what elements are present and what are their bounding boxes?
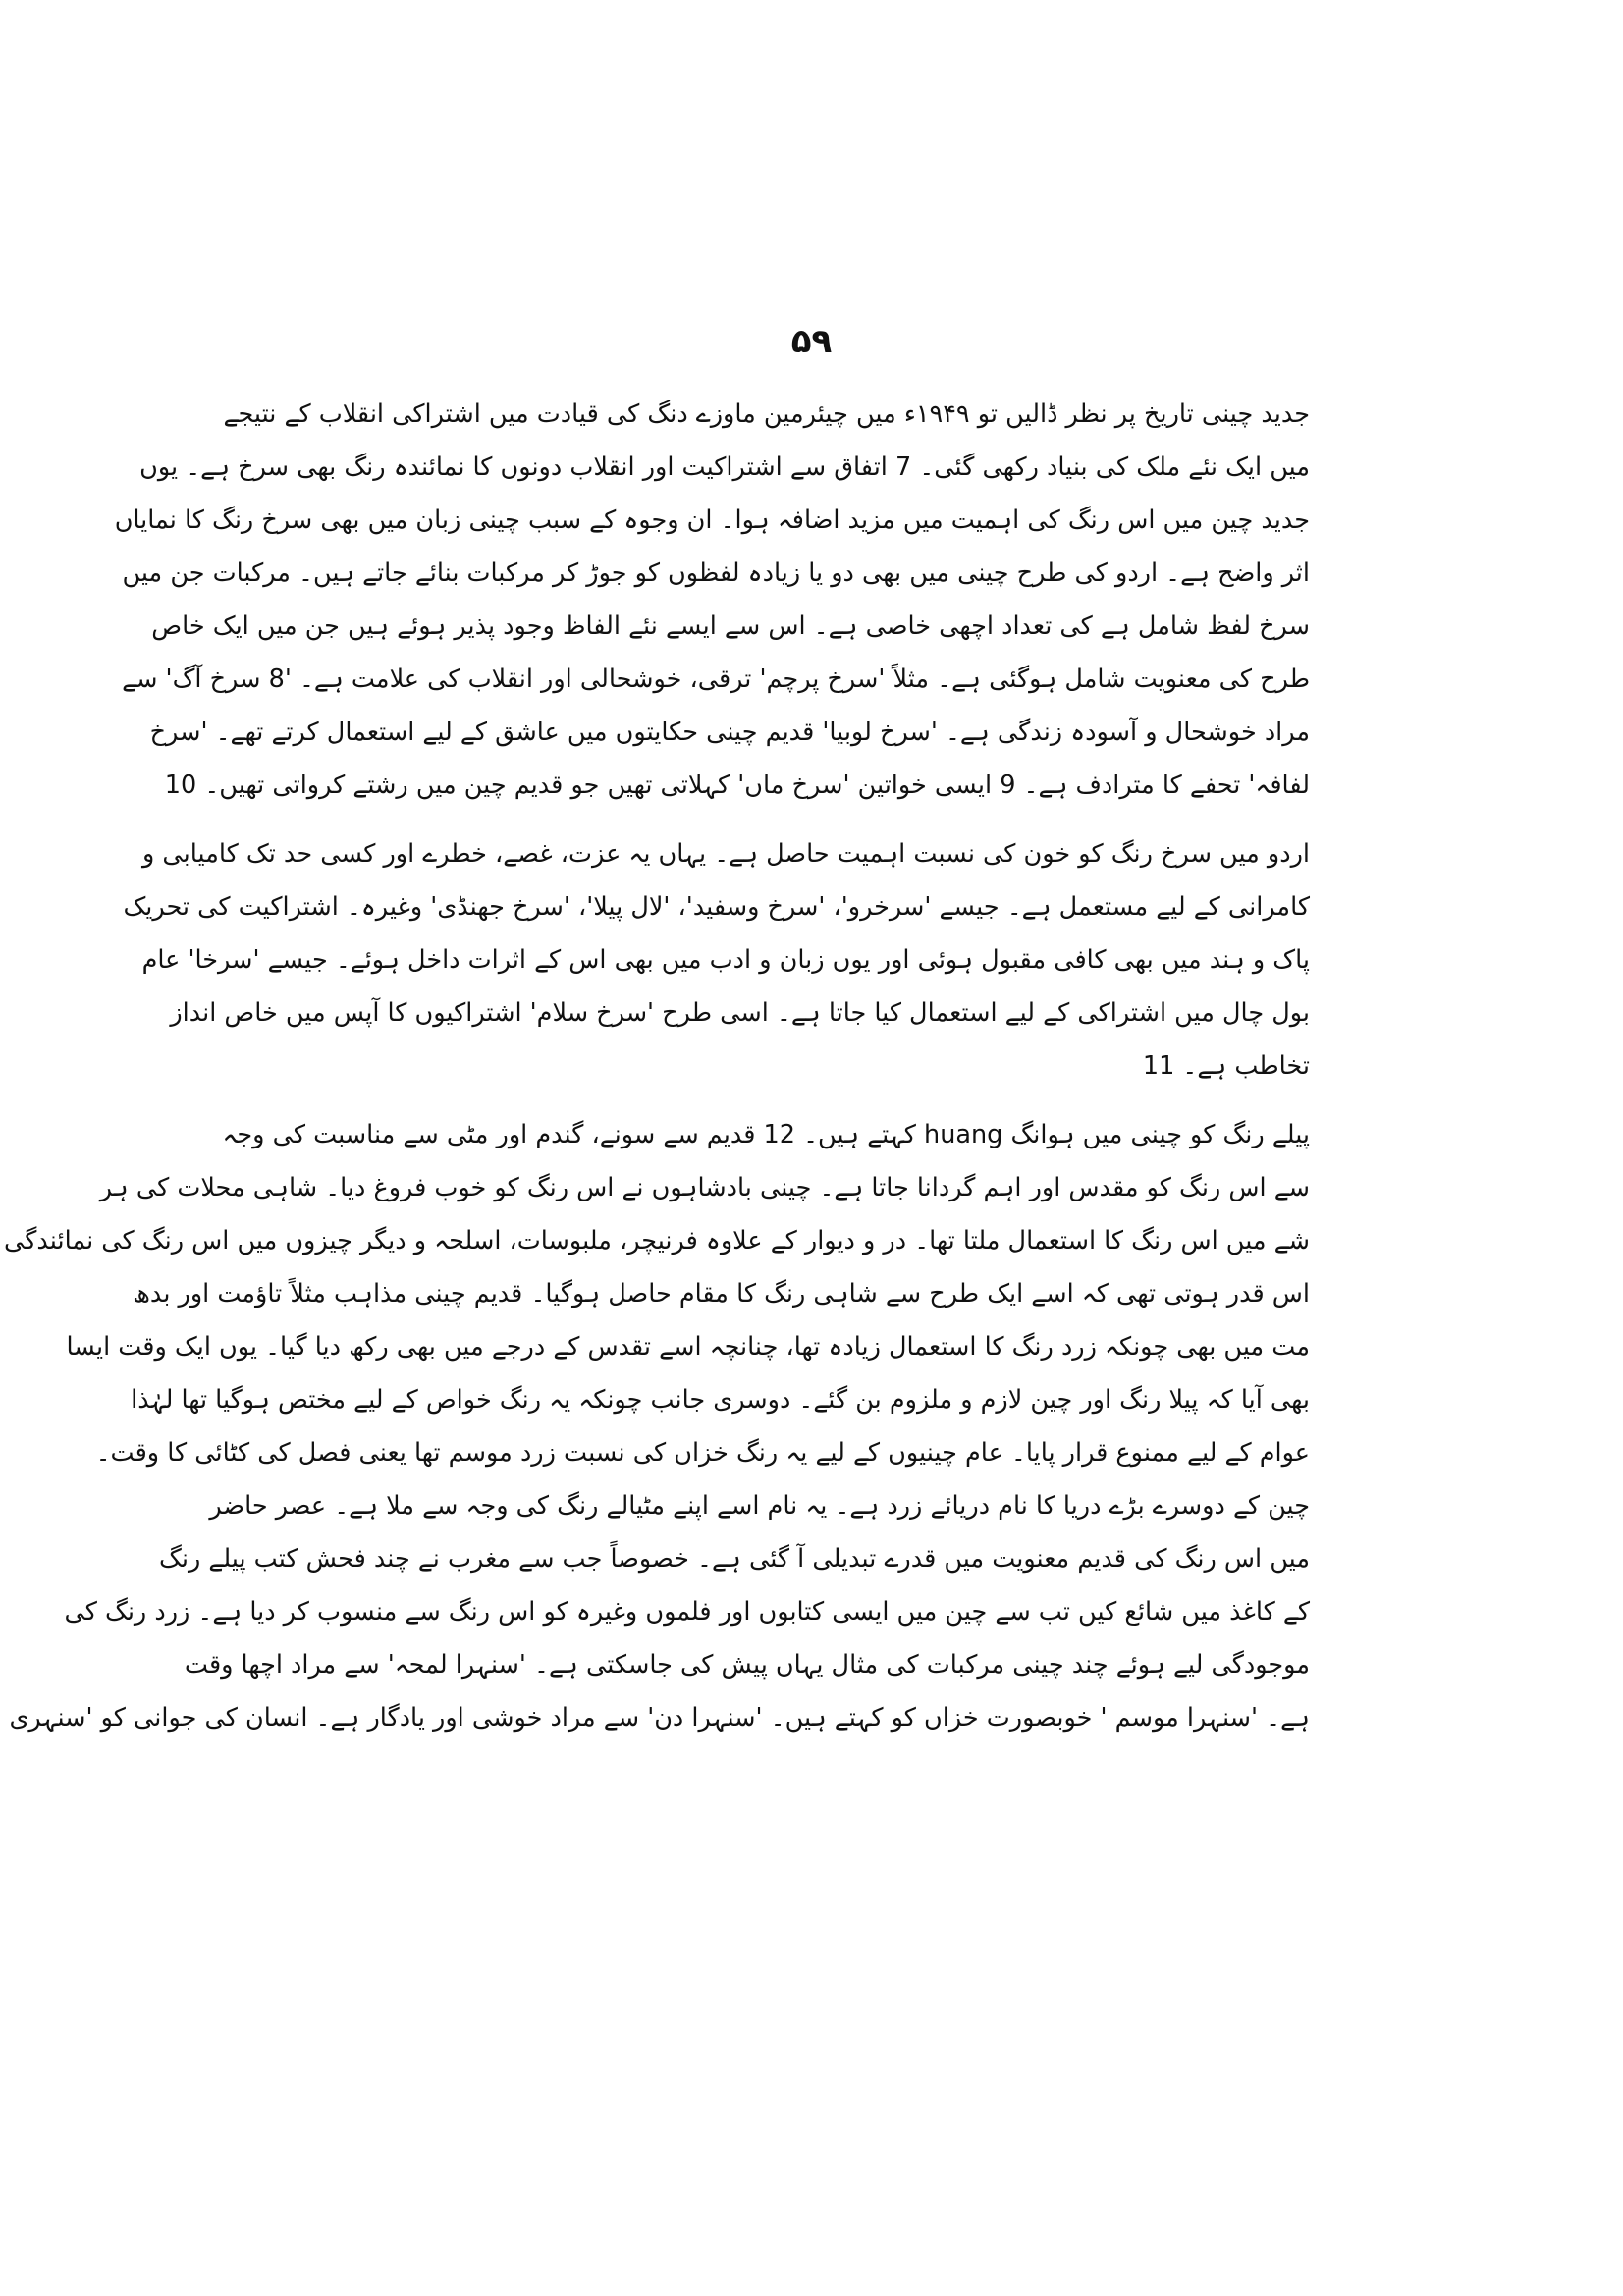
paragraph-1 bbox=[114, 388, 1310, 812]
text-line: پاک و ہند میں بھی کافی مقبول ہوئی اور یوں زبان و ادب میں بھی اس کے اثرات داخل ہوئے۔ جیسے 'سرخا' عام bbox=[141, 945, 1310, 975]
text-line: ہے۔ 'سنہرا موسم ' خوبصورت خزاں کو کہتے ہیں۔ 'سنہرا دن' سے مراد خوشی اور یادگار ہے۔ انسان کی جوانی کو 'سنہری bbox=[9, 1703, 1310, 1733]
body-text bbox=[4, 388, 1310, 1744]
paragraph-spacer bbox=[316, 1093, 1310, 1108]
text-line: طرح کی معنویت شامل ہوگئی ہے۔ مثلاً 'سرخ پرچم' ترقی، خوشحالی اور انقلاب کی علامت ہے۔ '8 سرخ آگ' سے bbox=[122, 665, 1310, 694]
text-line: مت میں بھی چونکہ زرد رنگ کا استعمال زیادہ تھا، چنانچہ اسے تقدس کے درجے میں بھی رکھ دیا گیا۔ یوں ایک وقت ایسا bbox=[66, 1332, 1310, 1362]
text-line: سے اس رنگ کو مقدس اور اہم گردانا جاتا ہے۔ چینی بادشاہوں نے اس رنگ کو خوب فروغ دیا۔ شاہی محلات کی ہر bbox=[99, 1173, 1310, 1202]
text-line: اس قدر ہوتی تھی کہ اسے ایک طرح سے شاہی رنگ کا مقام حاصل ہوگیا۔ قدیم چینی مذاہب مثلاً تاؤمت اور بدھ bbox=[133, 1279, 1310, 1308]
paragraph-2 bbox=[123, 828, 1310, 1093]
text-line: جدید چین میں اس رنگ کی اہمیت میں مزید اضافہ ہوا۔ ان وجوہ کے سبب چینی زبان میں بھی سرخ رنگ کا نمایاں bbox=[114, 506, 1310, 535]
text-line: چین کے دوسرے بڑے دریا کا نام دریائے زرد ہے۔ یہ نام اسے اپنے مٹیالے رنگ کی وجہ سے ملا ہے۔ عصر حاضر bbox=[209, 1491, 1310, 1521]
text-line: کامرانی کے لیے مستعمل ہے۔ جیسے 'سرخرو'، 'سرخ وسفید'، 'لال پیلا'، 'سرخ جھنڈی' وغیرہ۔ اشتراکیت کی تحریک bbox=[123, 892, 1310, 922]
text-line: تخاطب ہے۔ 11 bbox=[1142, 1051, 1310, 1081]
text-line: بول چال میں اشتراکی کے لیے استعمال کیا جاتا ہے۔ اسی طرح 'سرخ سلام' اشتراکیوں کا آپس میں خاص انداز bbox=[170, 998, 1310, 1028]
text-line: بھی آیا کہ پیلا رنگ اور چین لازم و ملزوم بن گئے۔ دوسری جانب چونکہ یہ رنگ خواص کے لیے مختص ہوگیا تھا لہٰذا bbox=[131, 1385, 1310, 1415]
text-line: عوام کے لیے ممنوع قرار پایا۔ عام چینیوں کے لیے یہ رنگ خزاں کی نسبت زرد موسم تھا یعنی فصل کی کٹائی کا وقت۔ bbox=[95, 1438, 1310, 1468]
text-line: لفافہ' تحفے کا مترادف ہے۔ 9 ایسی خواتین 'سرخ ماں' کہلاتی تھیں جو قدیم چین میں رشتے کرواتی تھیں۔ 10 bbox=[164, 771, 1310, 800]
text-line: جدید چینی تاریخ پر نظر ڈالیں تو ۱۹۴۹ء میں چیئرمین ماوزے دنگ کی قیادت میں اشتراکی انقلاب کے نتیجے bbox=[223, 400, 1310, 429]
text-line: سرخ لفظ شامل ہے کی تعداد اچھی خاصی ہے۔ اس سے ایسے نئے الفاظ وجود پذیر ہوئے ہیں جن میں ایک خاص bbox=[151, 612, 1310, 641]
text-line: میں اس رنگ کی قدیم معنویت میں قدرے تبدیلی آ گئی ہے۔ خصوصاً جب سے مغرب نے چند فحش کتب پیلے رنگ bbox=[159, 1544, 1310, 1574]
text-line: مراد خوشحال و آسودہ زندگی ہے۔ 'سرخ لوبیا' قدیم چینی حکایتوں میں عاشق کے لیے استعمال کرتے تھے۔ 'سرخ bbox=[149, 718, 1310, 747]
text-line: شے میں اس رنگ کا استعمال ملتا تھا۔ در و دیوار کے علاوہ فرنیچر، ملبوسات، اسلحہ و دیگر چیزوں میں اس رنگ کی نمائندگی bbox=[4, 1226, 1310, 1255]
paragraph-spacer bbox=[316, 812, 1310, 828]
text-line: پیلے رنگ کو چینی میں ہوانگ huang کہتے ہیں۔ 12 قدیم سے سونے، گندم اور مٹی سے مناسبت کی وجہ bbox=[222, 1120, 1310, 1149]
page-number: ۵۹ bbox=[790, 322, 833, 361]
text-line: میں ایک نئے ملک کی بنیاد رکھی گئی۔ 7 اتفاق سے اشتراکیت اور انقلاب دونوں کا نمائندہ رنگ بھی سرخ ہے۔ یوں bbox=[139, 453, 1310, 482]
text-line: اردو میں سرخ رنگ کو خون کی نسبت اہمیت حاصل ہے۔ یہاں یہ عزت، غصے، خطرے اور کسی حد تک کامیابی و bbox=[142, 839, 1310, 869]
text-line: اثر واضح ہے۔ اردو کی طرح چینی میں بھی دو یا زیادہ لفظوں کو جوڑ کر مرکبات بنائے جاتے ہیں۔ مرکبات جن میں bbox=[122, 559, 1310, 588]
text-line: موجودگی لیے ہوئے چند چینی مرکبات کی مثال یہاں پیش کی جاسکتی ہے۔ 'سنہرا لمحہ' سے مراد اچھا وقت bbox=[184, 1650, 1310, 1680]
text-line: کے کاغذ میں شائع کیں تب سے چین میں ایسی کتابوں اور فلموں وغیرہ کو اس رنگ سے منسوب کر دیا ہے۔ زرد رنگ کی bbox=[64, 1597, 1310, 1627]
paragraph-3 bbox=[4, 1108, 1310, 1744]
